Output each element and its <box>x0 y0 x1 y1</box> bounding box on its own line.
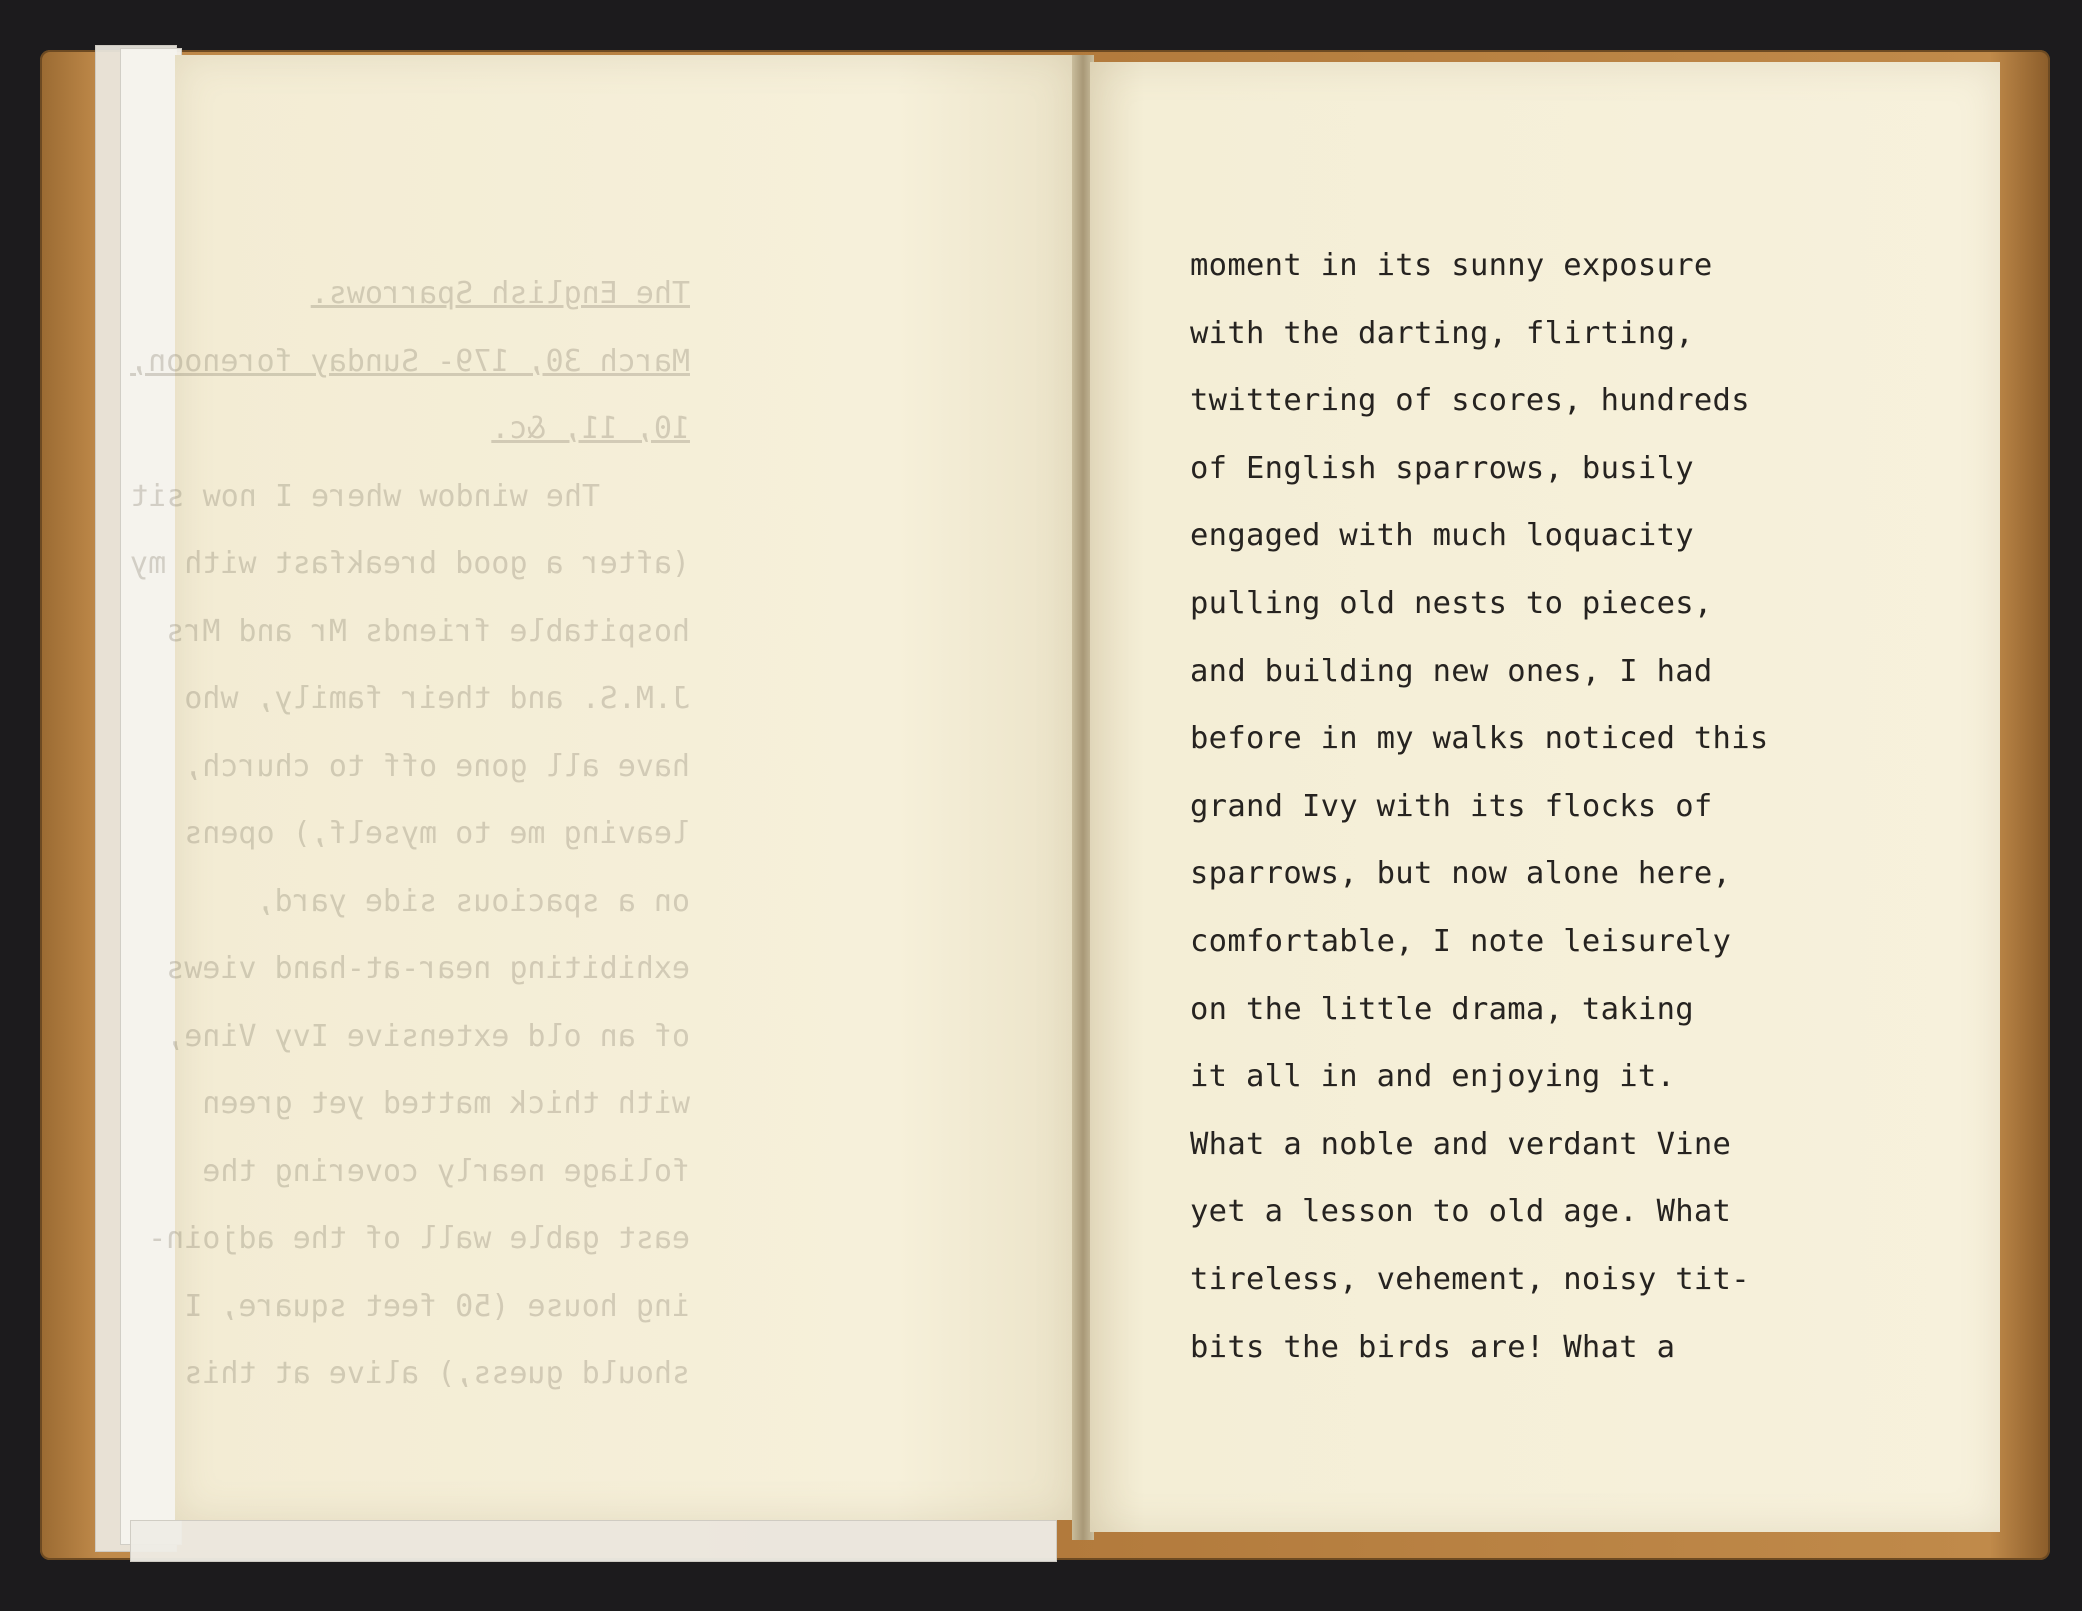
bleed-line: foliage nearly covering the <box>202 1153 690 1189</box>
text-line: What a noble and verdant Vine <box>1190 1126 1732 1162</box>
left-page <box>130 55 1075 1520</box>
right-page <box>1090 62 2000 1532</box>
bleed-line: leaving me to myself,) opens <box>184 816 690 851</box>
bleed-line: 10, 11, &c. <box>491 411 690 446</box>
bleed-line: (after a good breakfast with my <box>130 546 690 581</box>
text-line: tireless, vehement, noisy tit- <box>1190 1261 1750 1297</box>
bleed-line: hospitable friends Mr and Mrs <box>166 613 690 649</box>
text-line: moment in its sunny exposure <box>1190 248 1713 283</box>
text-line: twittering of scores, hundreds <box>1190 383 1750 419</box>
text-line: it all in and enjoying it. <box>1190 1059 1676 1095</box>
bleed-line: The English Sparrows. <box>310 276 690 311</box>
text-line: sparrows, but now alone here, <box>1190 856 1732 892</box>
text-line: with the darting, flirting, <box>1190 315 1694 351</box>
text-line: on the little drama, taking <box>1190 991 1694 1027</box>
bleed-through-text <box>130 55 1075 1520</box>
tissue-sheet-bottom <box>130 1520 1057 1562</box>
bleed-through-column <box>130 260 690 1408</box>
bleed-line: on a spacious side yard, <box>256 883 690 919</box>
bleed-line: east gable wall of the adjoin- <box>148 1221 690 1256</box>
bleed-line: The window where I now sit <box>130 478 600 514</box>
text-line: bits the birds are! What a <box>1190 1329 1676 1365</box>
bleed-line: ing house (50 feet square, I <box>184 1288 690 1324</box>
text-line: comfortable, I note leisurely <box>1190 923 1732 959</box>
text-line: of English sparrows, busily <box>1190 450 1694 486</box>
bleed-line: J.M.S. and their family, who <box>184 681 690 716</box>
text-line: and building new ones, I had <box>1190 653 1713 689</box>
bleed-line: exhibiting near-at-hand views <box>166 951 690 986</box>
typewritten-text <box>1190 232 1769 1381</box>
bleed-line: with thick matted yet green <box>202 1086 690 1121</box>
bleed-line: March 30, 179- Sunday forenoon, <box>130 343 690 379</box>
bleed-line: of an old extensive Ivy Vine, <box>166 1018 690 1054</box>
bleed-line: should guess,) alive at this <box>184 1356 690 1391</box>
text-line: engaged with much loquacity <box>1190 518 1694 554</box>
text-line: grand Ivy with its flocks of <box>1190 788 1713 824</box>
text-line: pulling old nests to pieces, <box>1190 585 1713 621</box>
text-line: before in my walks noticed this <box>1190 721 1769 757</box>
bleed-line: have all gone off to church, <box>184 748 690 784</box>
text-line: yet a lesson to old age. What <box>1190 1194 1732 1230</box>
